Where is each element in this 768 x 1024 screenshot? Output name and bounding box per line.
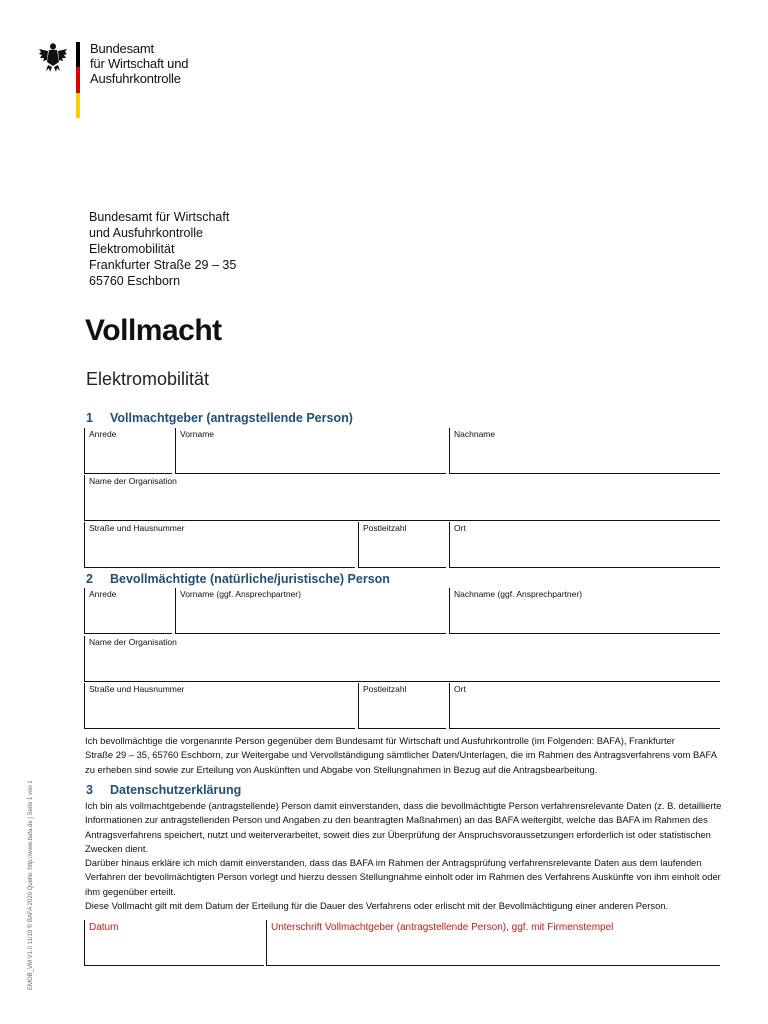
flag-stripe-black (76, 42, 80, 67)
authorization-line: zu erheben sind sowie zur Erteilung von Auskünften und Abgabe von Stellungnahmen in Bezug auf die Antragsbearbeitung. (85, 763, 598, 775)
s1-nachname-label: Nachname (454, 429, 496, 439)
s1-strasse-field[interactable] (84, 522, 355, 568)
flag-stripe-red (76, 67, 80, 92)
s2-ort-label: Ort (454, 684, 466, 694)
org-name-line-3: Ausfuhrkontrolle (90, 71, 181, 86)
privacy-line: Informationen zur antragstellenden Person und Angaben zu den beantragten Maßnahmen) an das BAFA weitergibt, welche das BAFA im Rahmen des (85, 814, 708, 826)
privacy-line: Verfahren der bevollmächtigten Person vorlegt und hierzu dessen Stellungnahme einholt oder im Rahmen des Verfahrens Auskünfte von ihm einholt oder (85, 871, 721, 883)
datum-label: Datum (89, 922, 119, 933)
datum-field[interactable] (84, 920, 264, 966)
address-line-5: 65760 Eschborn (89, 274, 181, 288)
section-2-title: Bevollmächtigte (natürliche/juristische) Person (110, 572, 390, 586)
form-code-sidebar: EMOB_VM V1.0 11/19 © BAFA 2020 Quelle: http://www.bafa.de | Seite 1 von 1 (28, 780, 34, 990)
s2-nachname-label: Nachname (ggf. Ansprechpartner) (454, 589, 583, 599)
s2-organisation-field[interactable] (84, 636, 720, 682)
s2-anrede-label: Anrede (89, 589, 117, 599)
s1-vorname-label: Vorname (180, 429, 215, 439)
section-1-title: Vollmachtgeber (antragstellende Person) (110, 411, 353, 425)
s1-ort-field[interactable] (449, 522, 720, 568)
page-title: Vollmacht (85, 314, 222, 347)
privacy-line: Darüber hinaus erkläre ich mich damit einverstanden, dass das BAFA im Rahmen der Antragsprüfung verfahrensrelevante Daten aus dem laufenden (85, 857, 702, 869)
privacy-line: Zwecken dient. (85, 842, 149, 854)
address-line-4: Frankfurter Straße 29 – 35 (89, 258, 237, 272)
section-2-number: 2 (86, 572, 93, 586)
flag-stripe-gold (76, 93, 80, 118)
s2-vorname-field[interactable] (175, 588, 446, 634)
org-name-line-1: Bundesamt (90, 41, 154, 56)
s1-anrede-label: Anrede (89, 429, 117, 439)
s2-plz-field[interactable] (358, 683, 446, 729)
s1-organisation-label: Name der Organisation (89, 476, 177, 486)
s1-plz-field[interactable] (358, 522, 446, 568)
privacy-line: ihm gegenüber erteilt. (85, 885, 176, 897)
s1-plz-label: Postleitzahl (363, 523, 407, 533)
address-line-2: und Ausfuhrkontrolle (89, 226, 203, 240)
s2-strasse-label: Straße und Hausnummer (89, 684, 185, 694)
privacy-line: Diese Vollmacht gilt mit dem Datum der Erteilung für die Dauer des Verfahrens oder erlischt mit der Bevollmächtigung einer anderen Person. (85, 900, 669, 912)
s1-ort-label: Ort (454, 523, 466, 533)
address-line-3: Elektromobilität (89, 242, 175, 256)
section-3-number: 3 (86, 783, 93, 797)
s2-ort-field[interactable] (449, 683, 720, 729)
s2-nachname-field[interactable] (449, 588, 720, 634)
s1-vorname-field[interactable] (175, 428, 446, 474)
privacy-line: Antragsverfahrens speichert, nutzt und weiterverarbeitet, soweit dies zur Überprüfung der Anspruchsvoraussetzungen erforderlich ist oder statistischen (85, 828, 711, 840)
section-3-title: Datenschutzerklärung (110, 783, 242, 797)
org-name-line-2: für Wirtschaft und (90, 56, 189, 71)
section-1-number: 1 (86, 411, 93, 425)
german-flag-stripe (76, 42, 80, 118)
federal-eagle-icon (38, 42, 68, 74)
authorization-text (85, 734, 735, 777)
s2-anrede-field[interactable] (84, 588, 172, 634)
s1-anrede-field[interactable] (84, 428, 172, 474)
signature-field[interactable] (266, 920, 720, 966)
signature-label: Unterschrift Vollmachtgeber (antragstellende Person), ggf. mit Firmenstempel (271, 922, 614, 933)
s2-organisation-label: Name der Organisation (89, 637, 177, 647)
s2-vorname-label: Vorname (ggf. Ansprechpartner) (180, 589, 301, 599)
privacy-line: Ich bin als vollmachtgebende (antragstellende) Person damit einverstanden, dass die bevollmächtigte Person verfahrensrelevante Daten (z. B. detaillierte (85, 800, 722, 811)
page-subtitle: Elektromobilität (86, 369, 210, 389)
privacy-text (85, 799, 735, 913)
s1-organisation-field[interactable] (84, 475, 720, 521)
address-line-1: Bundesamt für Wirtschaft (89, 210, 230, 224)
authorization-line: Ich bevollmächtige die vorgenannte Person gegenüber dem Bundesamt für Wirtschaft und Ausfuhrkontrolle (im Folgenden: BAFA), Frankfurter (85, 735, 675, 746)
s1-strasse-label: Straße und Hausnummer (89, 523, 185, 533)
s2-strasse-field[interactable] (84, 683, 355, 729)
s1-nachname-field[interactable] (449, 428, 720, 474)
authorization-line: Straße 29 – 35, 65760 Eschborn, zur Weitergabe und Vervollständigung sämtlicher Daten/Unterlagen, die im Rahmen des Antragsverfahrens vom BAFA (85, 749, 717, 761)
s2-plz-label: Postleitzahl (363, 684, 407, 694)
